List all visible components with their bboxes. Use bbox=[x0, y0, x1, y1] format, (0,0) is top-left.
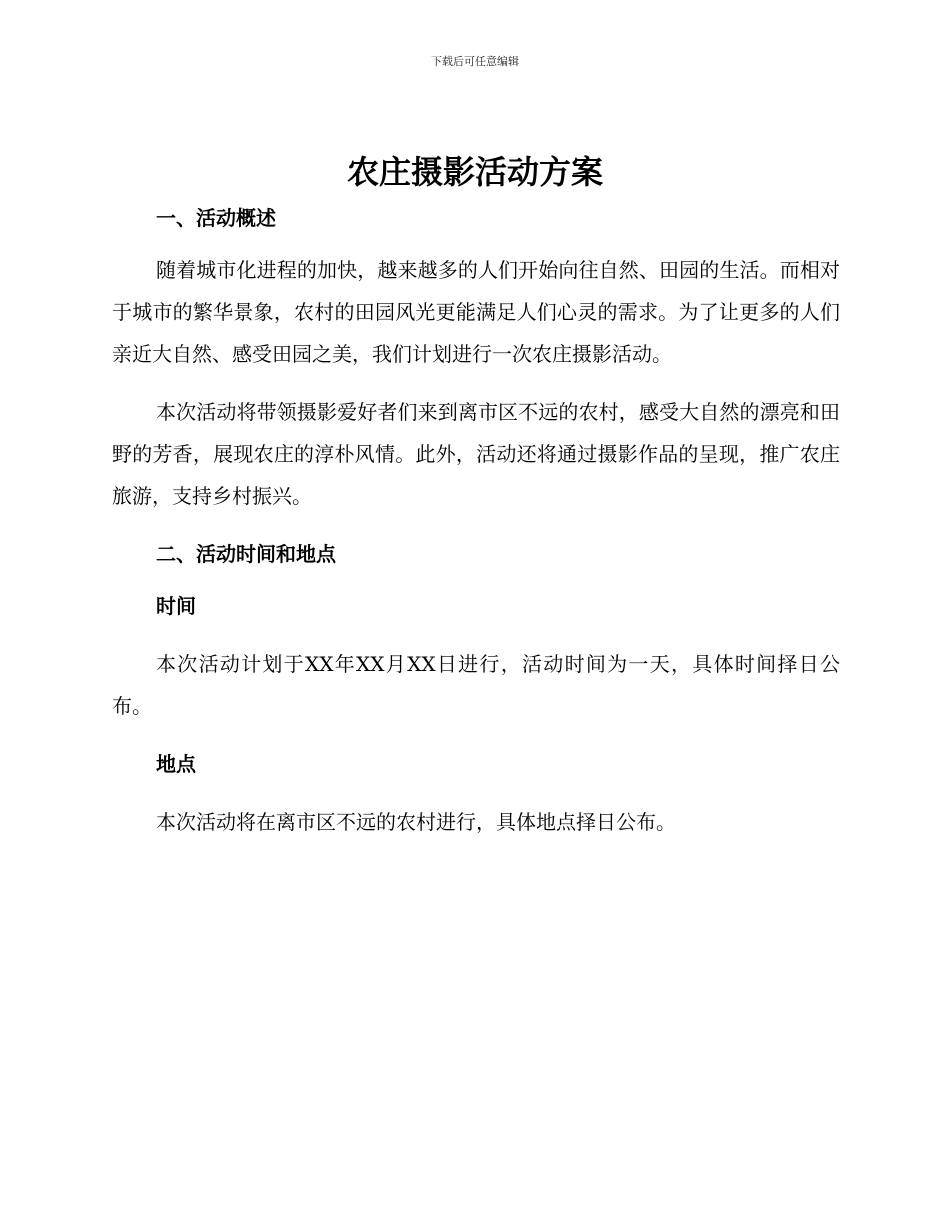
page-header-note: 下载后可任意编辑 bbox=[431, 55, 519, 68]
time-paragraph: 本次活动计划于XX年XX月XX日进行，活动时间为一天，具体时间择日公布。 bbox=[112, 652, 840, 718]
section-heading-overview: 一、活动概述 bbox=[156, 206, 276, 230]
place-paragraph: 本次活动将在离市区不远的农村进行，具体地点择日公布。 bbox=[156, 810, 676, 834]
subheading-time: 时间 bbox=[156, 594, 196, 618]
overview-paragraph-1: 随着城市化进程的加快，越来越多的人们开始向往自然、田园的生活。而相对于城市的繁华景象，农村的田园风光更能满足人们心灵的需求。为了让更多的人们亲近大自然、感受田园之美，我们计划进行一次农庄摄影活动。 bbox=[112, 258, 840, 366]
document-body bbox=[112, 203, 840, 843]
overview-paragraph-2: 本次活动将带领摄影爱好者们来到离市区不远的农村，感受大自然的漂亮和田野的芳香，展现农庄的淳朴风情。此外，活动还将通过摄影作品的呈现，推广农庄旅游，支持乡村振兴。 bbox=[112, 400, 840, 508]
subheading-place: 地点 bbox=[156, 752, 196, 776]
section-heading-time-place: 二、活动时间和地点 bbox=[156, 542, 336, 566]
document-title: 农庄摄影活动方案 bbox=[346, 153, 603, 191]
